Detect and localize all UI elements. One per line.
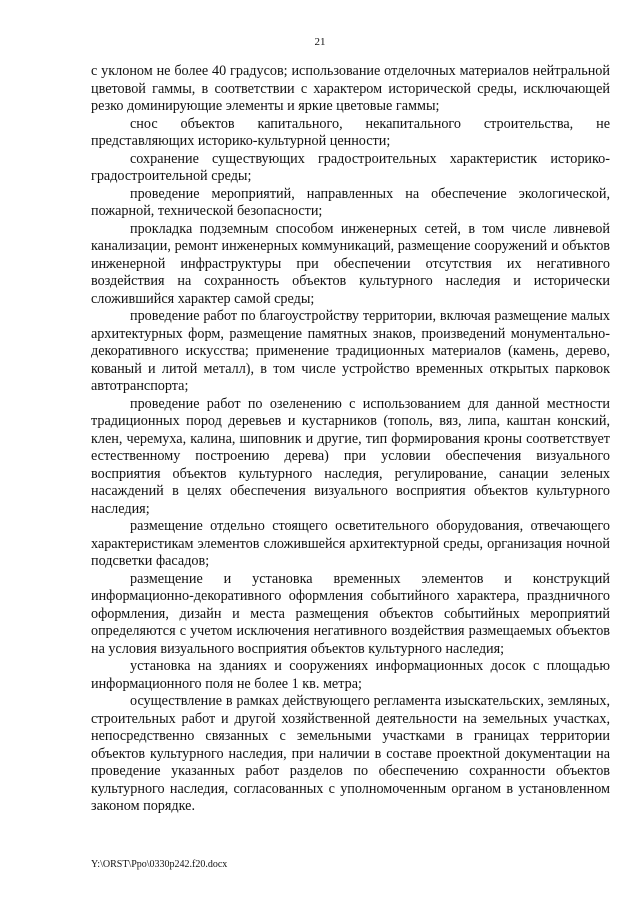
paragraph: установка на зданиях и сооружениях информационных досок с площадью информационного поля не более 1 кв. метра; — [91, 658, 610, 692]
paragraph: размещение отдельно стоящего осветительного оборудования, отвечающего характеристикам элементов сложившейся архитектурной среды, организация ночной подсветки фасадов; — [91, 518, 610, 569]
paragraph: прокладка подземным способом инженерных сетей, в том числе ливневой канализации, ремонт инженерных коммуникаций, размещение сооружений и объктов инженерной инфраструктуры при обеспечении отсутствия их негативного воздействия на сохранность объектов культурного наследия и исторически сложившийся характер самой среды; — [91, 220, 610, 307]
page-number: 21 — [314, 36, 326, 48]
file-path-footer: Y:\ORST\Ppo\0330p242.f20.docx — [91, 859, 228, 870]
document-body — [91, 63, 610, 816]
paragraph-continuation: с уклоном не более 40 градусов; использование отделочных материалов нейтральной цветовой гаммы, в соответствии с характером исторической среды, исключающей резко доминирующие элементы и яркие цветовые гаммы; — [91, 63, 610, 114]
paragraph: снос объектов капитального, некапитального строительства, не представляющих историко-культурной ценности; — [91, 115, 610, 149]
paragraph: осуществление в рамках действующего регламента изыскательских, земляных, строительных работ и другой хозяйственной деятельности на земельных участках, непосредственно связанных с земельными участками в границах территории объектов культурного наследия, при наличии в составе проектной документации на проведение указанных работ разделов по обеспечению сохранности объектов культурного наследия, согласованных с уполномоченным органом в установленном законом порядке. — [91, 693, 610, 814]
paragraph: проведение работ по благоустройству территории, включая размещение малых архитектурных форм, размещение памятных знаков, произведений монументально-декоративного искусства; применение традиционных материалов (камень, дерево, кованый и литой металл), в том числе устройство временных открытых парковок автотранспорта; — [91, 308, 610, 394]
paragraph: размещение и установка временных элементов и конструкций информационно-декоративного оформления событийного характера, праздничного оформления, дизайн и места размещения объектов событийных мероприятий определяются с учетом исключения негативного воздействия размещаемых объектов на условия визуального восприятия объектов культурного наследия; — [91, 570, 610, 657]
paragraph: проведение мероприятий, направленных на обеспечение экологической, пожарной, технической безопасности; — [91, 185, 610, 219]
paragraph: сохранение существующих градостроительных характеристик историко-градостроительной среды; — [91, 150, 610, 184]
paragraph: проведение работ по озеленению с использованием для данной местности традиционных пород деревьев и кустарников (тополь, вяз, липа, каштан конский, клен, черемуха, калина, шиповник и другие, тип формирования кроны соответствует естественному построению дерева) при условии обеспечения визуального восприятия объектов культурного наследия, регулирование, санации зеленых насаждений в целях обеспечения визуального восприятия объектов культурного наследия; — [91, 395, 610, 517]
